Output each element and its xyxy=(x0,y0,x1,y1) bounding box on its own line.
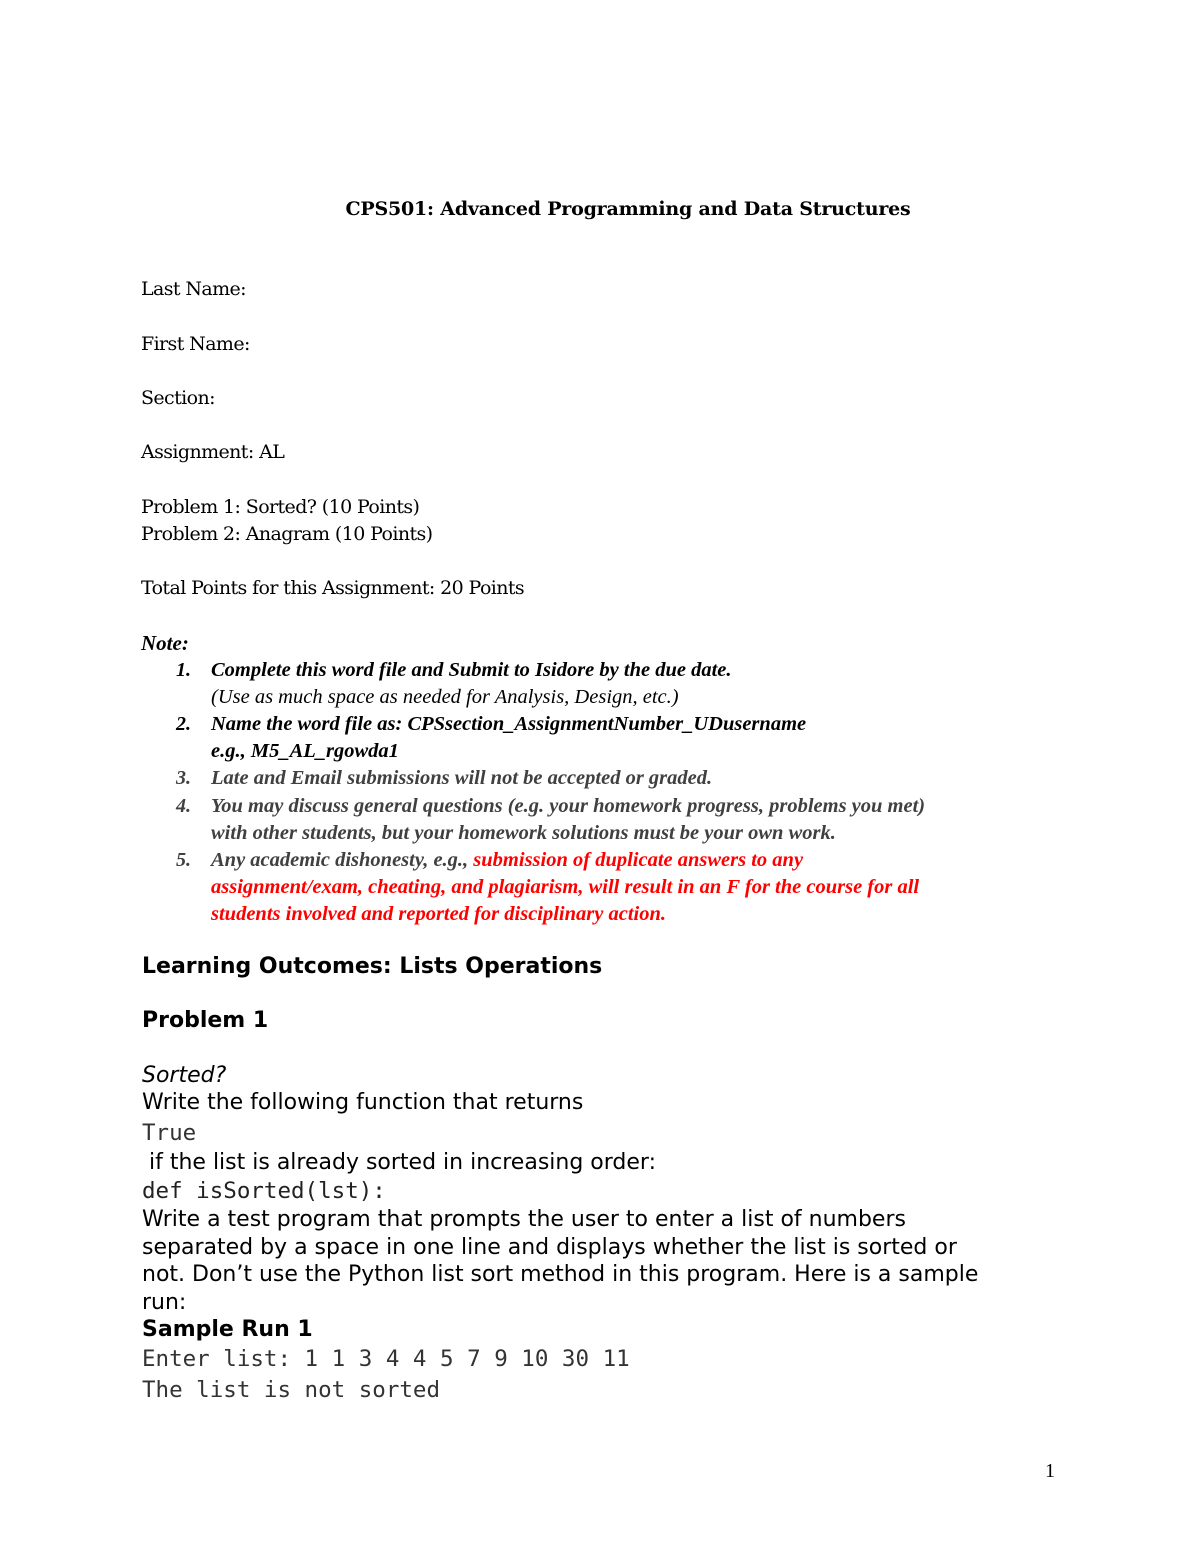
note-item-1-line2: (Use as much space as needed for Analysis, Design, etc.) xyxy=(211,686,679,708)
sample-run-line: Enter list: 1 1 3 4 4 5 7 9 10 30 11 xyxy=(142,1346,630,1372)
note-item-5-warning: submission of duplicate answers to any xyxy=(473,849,804,871)
note-number: 3. xyxy=(176,767,191,789)
note-item-5-line2: assignment/exam, cheating, and plagiarism, will result in an F for the course for all xyxy=(211,876,920,898)
code-true: True xyxy=(142,1120,197,1146)
note-item-5-line1 xyxy=(211,849,803,872)
problem1-points: Problem 1: Sorted? (10 Points) xyxy=(141,496,420,518)
section-label: Section: xyxy=(141,387,215,409)
problem1-text2: if the list is already sorted in increasing order: xyxy=(142,1150,656,1175)
problem2-points: Problem 2: Anagram (10 Points) xyxy=(141,523,433,545)
sample-run-heading: Sample Run 1 xyxy=(142,1317,313,1342)
learning-outcomes-heading: Learning Outcomes: Lists Operations xyxy=(142,954,603,979)
note-item-4-line2: with other students, but your homework solutions must be your own work. xyxy=(211,822,836,844)
note-item-3-line1: Late and Email submissions will not be accepted or graded. xyxy=(211,767,713,789)
problem1-text1: Write the following function that returns xyxy=(142,1090,584,1115)
sample-run-line: The list is not sorted xyxy=(142,1377,441,1403)
problem1-para-line: not. Don’t use the Python list sort method in this program. Here is a sample xyxy=(142,1262,979,1287)
problem1-subtitle: Sorted? xyxy=(142,1063,227,1088)
page-number: 1 xyxy=(1045,1460,1055,1482)
note-label: Note: xyxy=(141,631,189,655)
note-number: 4. xyxy=(176,795,191,817)
note-item-5-intro: Any academic dishonesty, e.g., xyxy=(211,849,474,871)
last-name-label: Last Name: xyxy=(141,278,246,300)
assignment-label: Assignment: AL xyxy=(141,441,285,463)
note-number: 1. xyxy=(176,659,191,681)
note-number: 2. xyxy=(176,713,191,735)
first-name-label: First Name: xyxy=(141,333,250,355)
problem1-para-line: run: xyxy=(142,1290,187,1315)
note-item-2-line2: e.g., M5_AL_rgowda1 xyxy=(211,740,399,762)
problem1-heading: Problem 1 xyxy=(142,1008,269,1033)
note-item-1-line1: Complete this word file and Submit to Isidore by the due date. xyxy=(211,659,732,681)
problem1-para-line: Write a test program that prompts the user to enter a list of numbers xyxy=(142,1207,906,1232)
document-title: CPS501: Advanced Programming and Data Structures xyxy=(345,198,911,220)
code-def: def isSorted(lst): xyxy=(142,1178,386,1204)
note-item-5-line3: students involved and reported for disciplinary action. xyxy=(211,903,666,925)
problem1-para-line: separated by a space in one line and displays whether the list is sorted or xyxy=(142,1235,957,1260)
total-points: Total Points for this Assignment: 20 Points xyxy=(141,577,525,599)
note-item-2-line1: Name the word file as: CPSsection_AssignmentNumber_UDusername xyxy=(211,713,807,735)
note-item-4-line1: You may discuss general questions (e.g. your homework progress, problems you met) xyxy=(211,795,926,817)
note-number: 5. xyxy=(176,849,191,871)
